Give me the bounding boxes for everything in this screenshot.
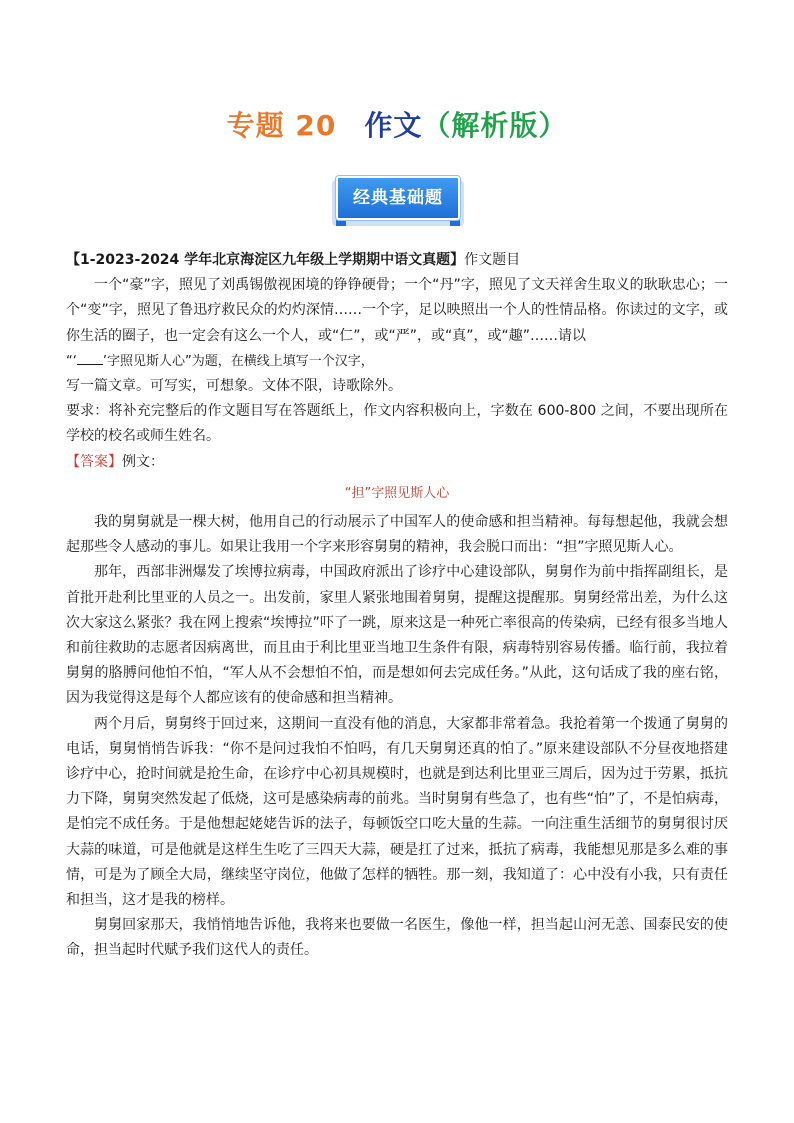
title-topic-number: 专题 20 <box>226 109 337 142</box>
fill-blank <box>77 350 103 365</box>
document-body <box>66 248 728 964</box>
essay-paragraph: 那年，西部非洲爆发了埃博拉病毒，中国政府派出了诊疗中心建设部队，舅舅作为前中指挥副组长，是首批开赴利比里亚的人员之一。出发前，家里人紧张地围着舅舅，提醒这提醒那。舅舅经常出差，为什么这次大家这么紧张？我在网上搜索“埃博拉”吓了一跳，原来这是一种死亡率很高的传染病，已经有很多当地人和前往救助的志愿者因病离世，而且由于利比里亚当地卫生条件有限，病毒特别容易传播。临行前，我拉着舅舅的胳膊问他怕不怕，“军人从不会想怕不怕，而是想如何去完成任务。”从此，这句话成了我的座右铭，因为我觉得这是每个人都应该有的使命感和担当精神。 <box>66 564 728 707</box>
question-prompt: 一个“豪”字，照见了刘禹锡傲视困境的铮铮硬骨；一个“丹”字，照见了文天祥舍生取义的耿耿忠心；一个“变”字，照见了鲁迅疗救民众的灼灼深情……一个字，足以映照出一个人的性情品格。你读过的文字，或你生活的圈子，也一定会有这么一个人，或“仁”，或“严”，或“真”，或“趣”……请以 <box>66 277 728 344</box>
answer-label: 例文： <box>122 453 164 470</box>
essay-paragraph: 我的舅舅就是一棵大树，他用自己的行动展示了中国军人的使命感和担当精神。每每想起他，我就会想起那些令人感动的事儿。如果让我用一个字来形容舅舅的精神，我会脱口而出：“担”字照见斯人心。 <box>66 514 728 556</box>
question-instruction: 写一篇文章。可写实，可想象。文体不限，诗歌除外。 <box>66 378 402 395</box>
essay-paragraph: 两个月后，舅舅终于回过来，这期间一直没有他的消息，大家都非常着急。我抢着第一个拨通了舅舅的电话，舅舅悄悄告诉我：“你不是问过我怕不怕吗，有几天舅舅还真的怕了。”原来建设部队不分昼夜地搭建诊疗中心，抢时间就是抢生命，在诊疗中心初具规模时，也就是到达利比里亚三周后，因为过于劳累，抵抗力下降，舅舅突然发起了低烧，这可是感染病毒的前兆。当时舅舅有些急了，也有些“怕”了，不是怕病毒，是怕完不成任务。于是他想起姥姥告诉的法子，每顿饭空口吃大量的生蒜。一向注重生活细节的舅舅很讨厌大蒜的味道，可是他就是这样生生吃了三四天大蒜，硬是扛了过来，抵抗了病毒，我能想见那是多么难的事情，可是为了顾全大局，继续坚守岗位，他做了怎样的牺牲。那一刻，我知道了：心中没有小我，只有责任和担当，这才是我的榜样。 <box>66 715 728 909</box>
question-requirement: 要求：将补充完整后的作文题目写在答题纸上，作文内容积极向上，字数在 600-800 之间，不要出现所在学校的校名或师生姓名。 <box>66 403 728 445</box>
question-title-line: “‘ ’字照见斯人心”为题，在横线上填写一个汉字， <box>66 349 728 374</box>
section-badge-label: 经典基础题 <box>336 176 460 220</box>
essay-paragraph: 舅舅回家那天，我悄悄地告诉他，我将来也要做一名医生，像他一样，担当起山河无恙、国泰民安的使命，担当起时代赋予我们这代人的责任。 <box>66 917 728 959</box>
title-subject: 作文 <box>364 109 423 142</box>
question-source-label: 【1-2023-2024 学年北京海淀区九年级上学期期中语文真题】 <box>66 252 465 268</box>
question-source <box>66 248 728 273</box>
essay-title: “担”字照见斯人心 <box>344 485 450 501</box>
answer-tag: 【答案】 <box>66 453 122 470</box>
page-title <box>0 104 794 144</box>
answer-heading <box>66 450 728 475</box>
title-edition: （解析版） <box>422 109 568 142</box>
question-source-suffix: 作文题目 <box>464 252 521 268</box>
section-badge <box>326 172 470 232</box>
